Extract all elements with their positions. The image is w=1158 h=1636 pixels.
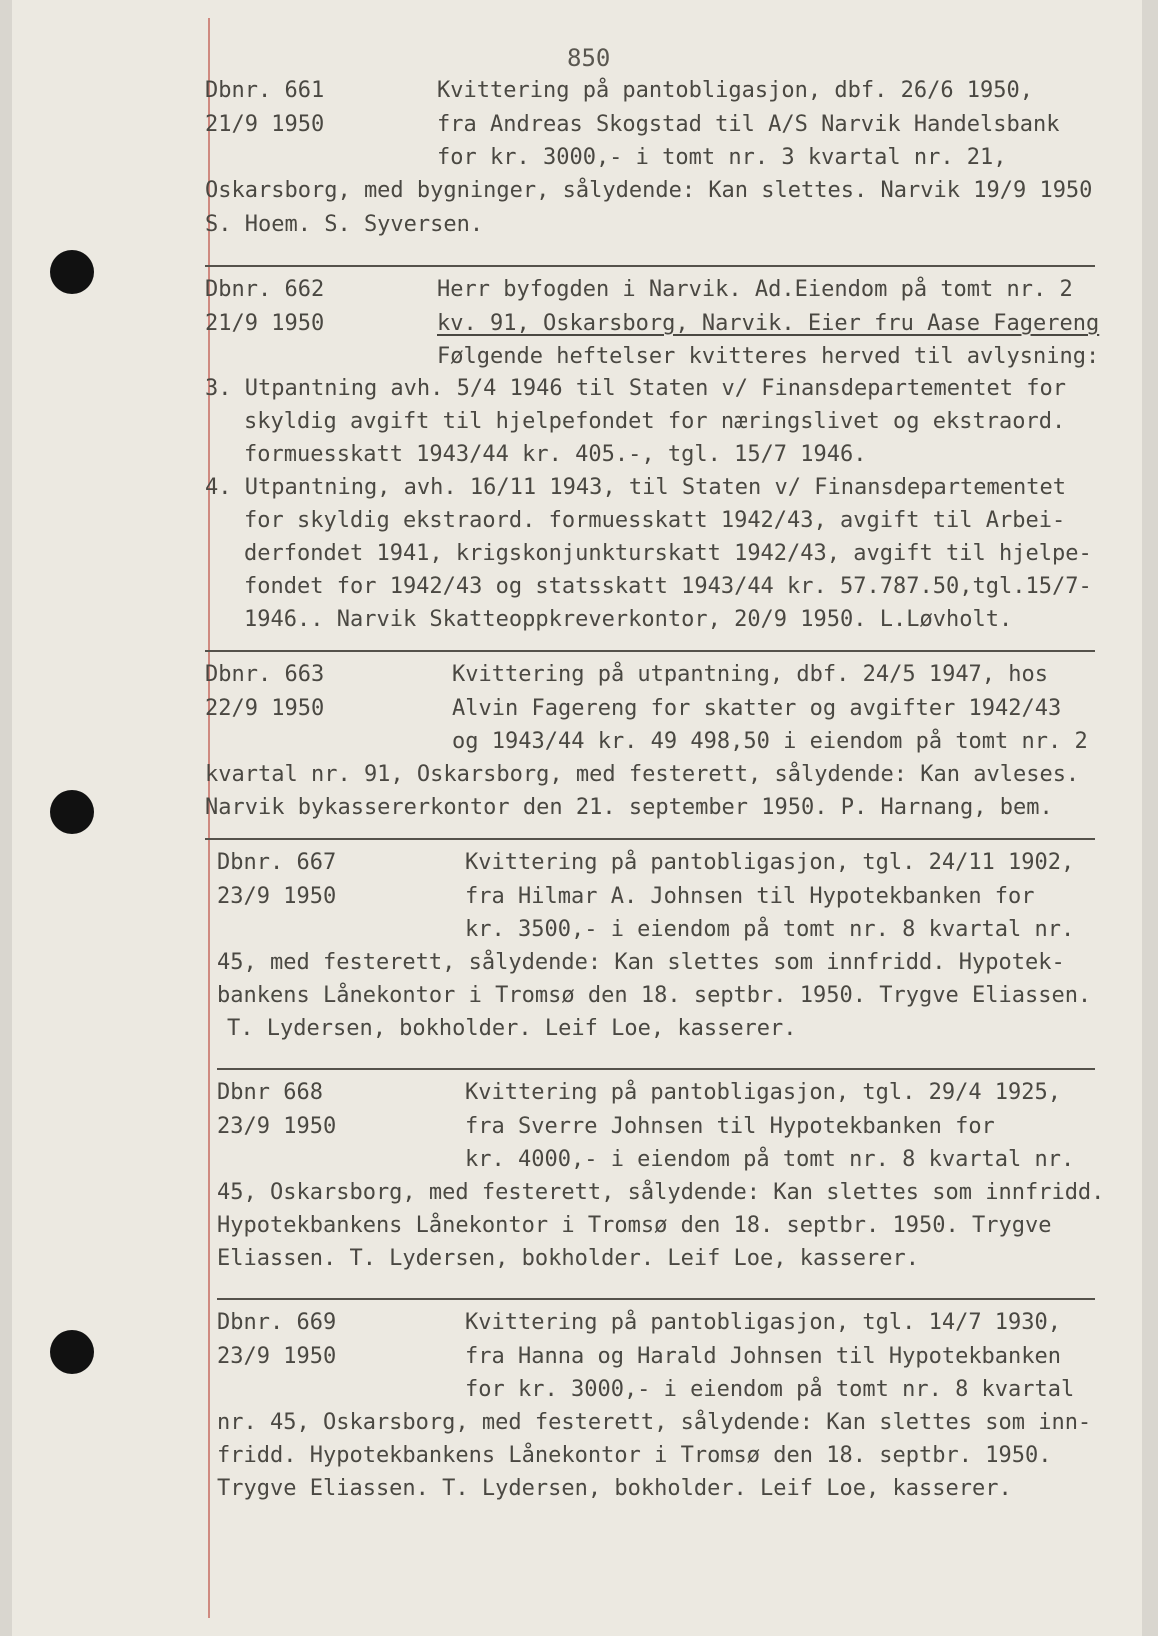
entry-ref: Dbnr 668 bbox=[217, 1080, 323, 1105]
entry-date: 21/9 1950 bbox=[205, 112, 325, 137]
entry-line: Alvin Fagereng for skatter og avgifter 1942/43 bbox=[452, 696, 1062, 721]
entry-ref: Dbnr. 662 bbox=[205, 277, 325, 302]
punch-hole bbox=[50, 1330, 94, 1374]
entry-line: kv. 91, Oskarsborg, Narvik. Eier fru Aase Fagereng bbox=[437, 311, 1100, 336]
punch-hole bbox=[50, 250, 94, 294]
entry-line: for kr. 3000,- i eiendom på tomt nr. 8 kvartal bbox=[465, 1377, 1075, 1402]
entry-line: Kvittering på pantobligasjon, tgl. 14/7 1930, bbox=[465, 1310, 1062, 1335]
entry-line: Oskarsborg, med bygninger, sålydende: Kan slettes. Narvik 19/9 1950 bbox=[205, 178, 1093, 203]
entry-line: 45, med festerett, sålydende: Kan slettes som innfridd. Hypotek- bbox=[217, 950, 1065, 975]
punch-hole bbox=[50, 790, 94, 834]
entry-line: fra Hanna og Harald Johnsen til Hypotekbanken bbox=[465, 1344, 1062, 1369]
entry-line: Kvittering på utpantning, dbf. 24/5 1947, hos bbox=[452, 662, 1049, 687]
entry-line: formuesskatt 1943/44 kr. 405.-, tgl. 15/7 1946. bbox=[244, 442, 867, 467]
entry-date: 22/9 1950 bbox=[205, 696, 325, 721]
entry-separator bbox=[217, 1068, 1095, 1070]
ledger-page bbox=[12, 0, 1142, 1636]
entry-line: 4. Utpantning, avh. 16/11 1943, til Staten v/ Finansdepartementet bbox=[205, 475, 1066, 500]
entry-line: Kvittering på pantobligasjon, tgl. 29/4 1925, bbox=[465, 1080, 1062, 1105]
entry-line: fra Sverre Johnsen til Hypotekbanken for bbox=[465, 1114, 995, 1139]
entry-line: Kvittering på pantobligasjon, dbf. 26/6 1950, bbox=[437, 78, 1034, 103]
entry-date: 23/9 1950 bbox=[217, 1344, 337, 1369]
entry-line: fridd. Hypotekbankens Lånekontor i Tromsø den 18. septbr. 1950. bbox=[217, 1443, 1052, 1468]
entry-ref: Dbnr. 663 bbox=[205, 662, 325, 687]
page-number: 850 bbox=[567, 44, 611, 72]
entry-date: 23/9 1950 bbox=[217, 1114, 337, 1139]
entry-line: kr. 3500,- i eiendom på tomt nr. 8 kvartal nr. bbox=[465, 917, 1075, 942]
entry-line: Trygve Eliassen. T. Lydersen, bokholder. Leif Loe, kasserer. bbox=[217, 1476, 1012, 1501]
entry-date: 21/9 1950 bbox=[205, 311, 325, 336]
entry-line: 1946.. Narvik Skatteoppkreverkontor, 20/9 1950. L.Løvholt. bbox=[244, 607, 1013, 632]
entry-line: nr. 45, Oskarsborg, med festerett, sålydende: Kan slettes som inn- bbox=[217, 1410, 1092, 1435]
entry-line: kvartal nr. 91, Oskarsborg, med festerett, sålydende: Kan avleses. bbox=[205, 762, 1080, 787]
entry-ref: Dbnr. 667 bbox=[217, 850, 337, 875]
entry-line: 45, Oskarsborg, med festerett, sålydende: Kan slettes som innfridd. bbox=[217, 1180, 1105, 1205]
entry-separator bbox=[217, 1298, 1095, 1300]
entry-ref: Dbnr. 669 bbox=[217, 1310, 337, 1335]
entry-line: Narvik bykassererkontor den 21. september 1950. P. Harnang, bem. bbox=[205, 795, 1053, 820]
entry-line: Eliassen. T. Lydersen, bokholder. Leif Loe, kasserer. bbox=[217, 1246, 919, 1271]
entry-line: Følgende heftelser kvitteres herved til avlysning: bbox=[437, 344, 1100, 369]
entry-line: for skyldig ekstraord. formuesskatt 1942/43, avgift til Arbei- bbox=[244, 508, 1066, 533]
entry-line: fra Hilmar A. Johnsen til Hypotekbanken for bbox=[465, 884, 1035, 909]
entry-line: skyldig avgift til hjelpefondet for næringslivet og ekstraord. bbox=[244, 409, 1066, 434]
entry-line: 3. Utpantning avh. 5/4 1946 til Staten v/ Finansdepartementet for bbox=[205, 376, 1066, 401]
entry-date: 23/9 1950 bbox=[217, 884, 337, 909]
entry-line: fondet for 1942/43 og statsskatt 1943/44 kr. 57.787.50,tgl.15/7- bbox=[244, 574, 1092, 599]
entry-line: kr. 4000,- i eiendom på tomt nr. 8 kvartal nr. bbox=[465, 1147, 1075, 1172]
entry-separator bbox=[205, 265, 1095, 267]
entry-line: S. Hoem. S. Syversen. bbox=[205, 212, 484, 237]
entry-line: Herr byfogden i Narvik. Ad.Eiendom på tomt nr. 2 bbox=[437, 277, 1073, 302]
entry-line: og 1943/44 kr. 49 498,50 i eiendom på tomt nr. 2 bbox=[452, 729, 1088, 754]
entry-line: T. Lydersen, bokholder. Leif Loe, kasserer. bbox=[227, 1016, 797, 1041]
entry-ref: Dbnr. 661 bbox=[205, 78, 325, 103]
entry-separator bbox=[205, 838, 1095, 840]
entry-line: fra Andreas Skogstad til A/S Narvik Handelsbank bbox=[437, 112, 1060, 137]
entry-line: Hypotekbankens Lånekontor i Tromsø den 18. septbr. 1950. Trygve bbox=[217, 1213, 1052, 1238]
entry-line: derfondet 1941, krigskonjunkturskatt 1942/43, avgift til hjelpe- bbox=[244, 541, 1092, 566]
entry-line: for kr. 3000,- i tomt nr. 3 kvartal nr. 21, bbox=[437, 145, 1007, 170]
entry-separator bbox=[205, 650, 1095, 652]
entry-line: bankens Lånekontor i Tromsø den 18. septbr. 1950. Trygve Eliassen. bbox=[217, 983, 1092, 1008]
entry-line: Kvittering på pantobligasjon, tgl. 24/11 1902, bbox=[465, 850, 1075, 875]
